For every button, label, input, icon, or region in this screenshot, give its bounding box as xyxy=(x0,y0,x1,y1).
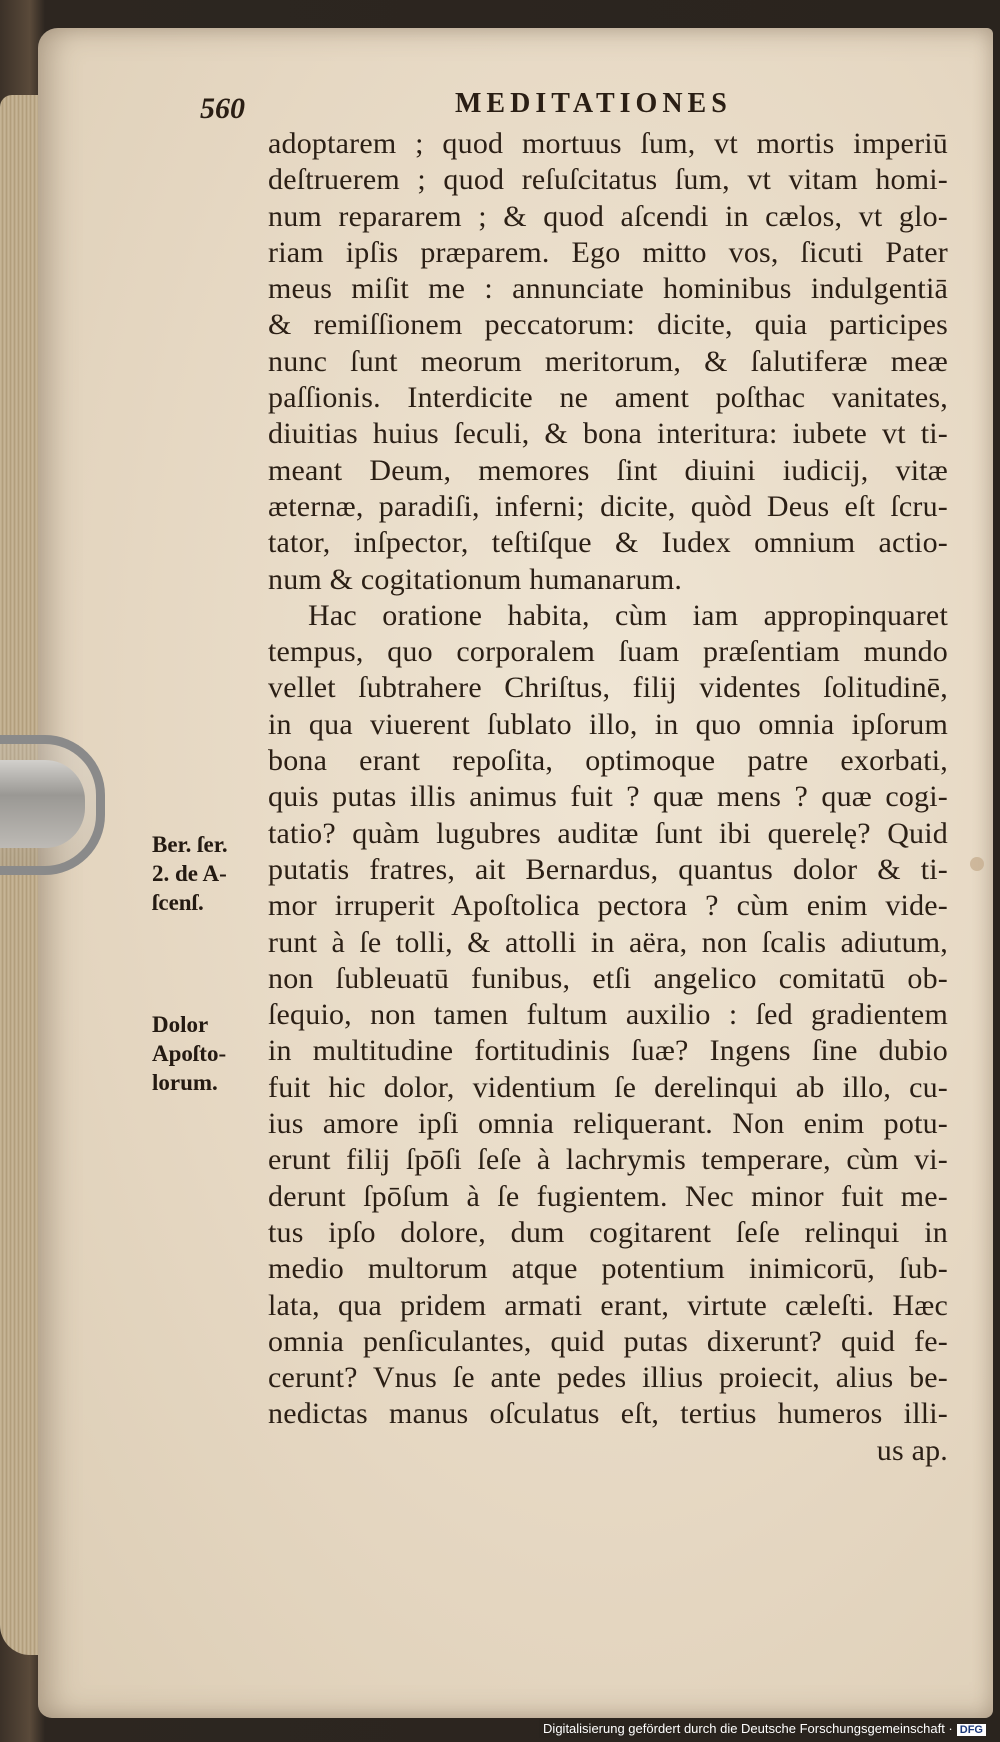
margin-note-line: Apoſto- xyxy=(152,1041,227,1066)
text-line: tator, inſpector, teſtiſque & Iudex omnium actio- xyxy=(268,526,948,560)
text-line: in multitudine fortitudinis ſuæ? Ingens ſine dubio xyxy=(268,1034,948,1068)
text-line: num & cogitationum humanarum. xyxy=(268,562,683,596)
text-line: tempus, quo corporalem ſuam præſentiam mundo xyxy=(268,635,948,669)
credit-text: Digitalisierung gefördert durch die Deutsche Forschungsgemeinschaft · xyxy=(543,1721,953,1736)
text-line: & remiſſionem peccatorum: dicite, quia participes xyxy=(268,308,948,342)
page-number: 560 xyxy=(200,92,245,125)
text-line: ſequio, non tamen fultum auxilio : ſed gradientem xyxy=(268,998,948,1032)
body-text xyxy=(268,126,948,1469)
text-line: non ſubleuatū funibus, etſi angelico comitatū ob- xyxy=(268,961,948,995)
text-line: tatio? quàm lugubres auditæ ſunt ibi querelę? Quid xyxy=(268,816,948,850)
text-line: omnia penſiculantes, quid putas dixerunt? quid fe- xyxy=(268,1324,948,1358)
text-line: ius amore ipſi omnia reliquerant. Non enim potu- xyxy=(268,1107,948,1141)
text-line: tus ipſo dolore, dum cogitarent ſeſe relinqui in xyxy=(268,1215,948,1249)
text-line: diuitias huius ſeculi, & bona interitura: iubete vt ti- xyxy=(268,417,948,451)
text-line: deſtruerem ; quod reſuſcitatus ſum, vt vitam homi- xyxy=(268,163,948,197)
text-line: derunt ſpōſum à ſe fugientem. Nec minor fuit me- xyxy=(268,1179,948,1213)
text-line: medio multorum atque potentium inimicorū, ſub- xyxy=(268,1252,948,1286)
text-line: æternæ, paradiſi, inferni; dicite, quòd Deus eſt ſcru- xyxy=(268,489,948,523)
text-line: nedictas manus oſculatus eſt, tertius humeros illi- xyxy=(268,1397,948,1431)
text-line: adoptarem ; quod mortuus ſum, vt mortis imperiū xyxy=(268,127,948,160)
text-line: erunt filij ſpōſi ſeſe à lachrymis temperare, cùm vi- xyxy=(268,1143,948,1177)
text-line: quis putas illis animus fuit ? quæ mens ? quæ cogi- xyxy=(268,780,948,814)
margin-note-dolor xyxy=(152,1010,262,1097)
margin-note-bernardus xyxy=(152,830,262,917)
text-line: paſſionis. Interdicite ne ament poſthac vanitates, xyxy=(268,381,948,415)
text-line: lata, qua pridem armati erant, virtute cæleſti. Hæc xyxy=(268,1288,948,1322)
paper-stain xyxy=(970,857,984,871)
text-line: fuit hic dolor, videntium ſe derelinqui ab illo, cu- xyxy=(268,1070,948,1104)
text-line: meant Deum, memores ſint diuini iudicij, vitæ xyxy=(268,453,948,487)
running-head: MEDITATIONES xyxy=(455,88,732,119)
margin-note-line: Ber. ſer. xyxy=(152,832,228,857)
text-line: vellet ſubtrahere Chriſtus, filij videntes ſolitudinē, xyxy=(268,671,948,705)
text-line: num repararem ; & quod aſcendi in cælos, vt glo- xyxy=(268,199,948,233)
text-line: meus miſit me : annunciate hominibus indulgentiā xyxy=(268,272,948,306)
text-line: runt à ſe tolli, & attolli in aëra, non ſcalis adiutum, xyxy=(268,925,948,959)
digitization-credit xyxy=(539,1719,990,1738)
margin-note-line: lorum. xyxy=(152,1070,218,1095)
page-clip-bar xyxy=(0,760,85,848)
text-line: mor irruperit Apoſtolica pectora ? cùm enim vide- xyxy=(268,889,948,923)
text-line: nunc ſunt meorum meritorum, & ſalutiferæ meæ xyxy=(268,344,948,378)
text-line: bona erant repoſita, optimoque patre exorbati, xyxy=(268,744,948,778)
margin-note-line: Dolor xyxy=(152,1012,209,1037)
text-line: in qua viuerent ſublato illo, in quo omnia ipſorum xyxy=(268,707,948,741)
text-line: putatis fratres, ait Bernardus, quantus dolor & ti- xyxy=(268,852,948,886)
margin-note-line: 2. de A- xyxy=(152,861,227,886)
dfg-logo: DFG xyxy=(957,1724,986,1736)
catchword: us ap. xyxy=(876,1433,948,1467)
text-line: riam ipſis præparem. Ego mitto vos, ſicuti Pater xyxy=(268,235,948,269)
text-line: cerunt? Vnus ſe ante pedes illius proiecit, alius be- xyxy=(268,1361,948,1395)
text-line: Hac oratione habita, cùm iam appropinquaret xyxy=(308,598,948,632)
margin-note-line: ſcenſ. xyxy=(152,890,204,915)
